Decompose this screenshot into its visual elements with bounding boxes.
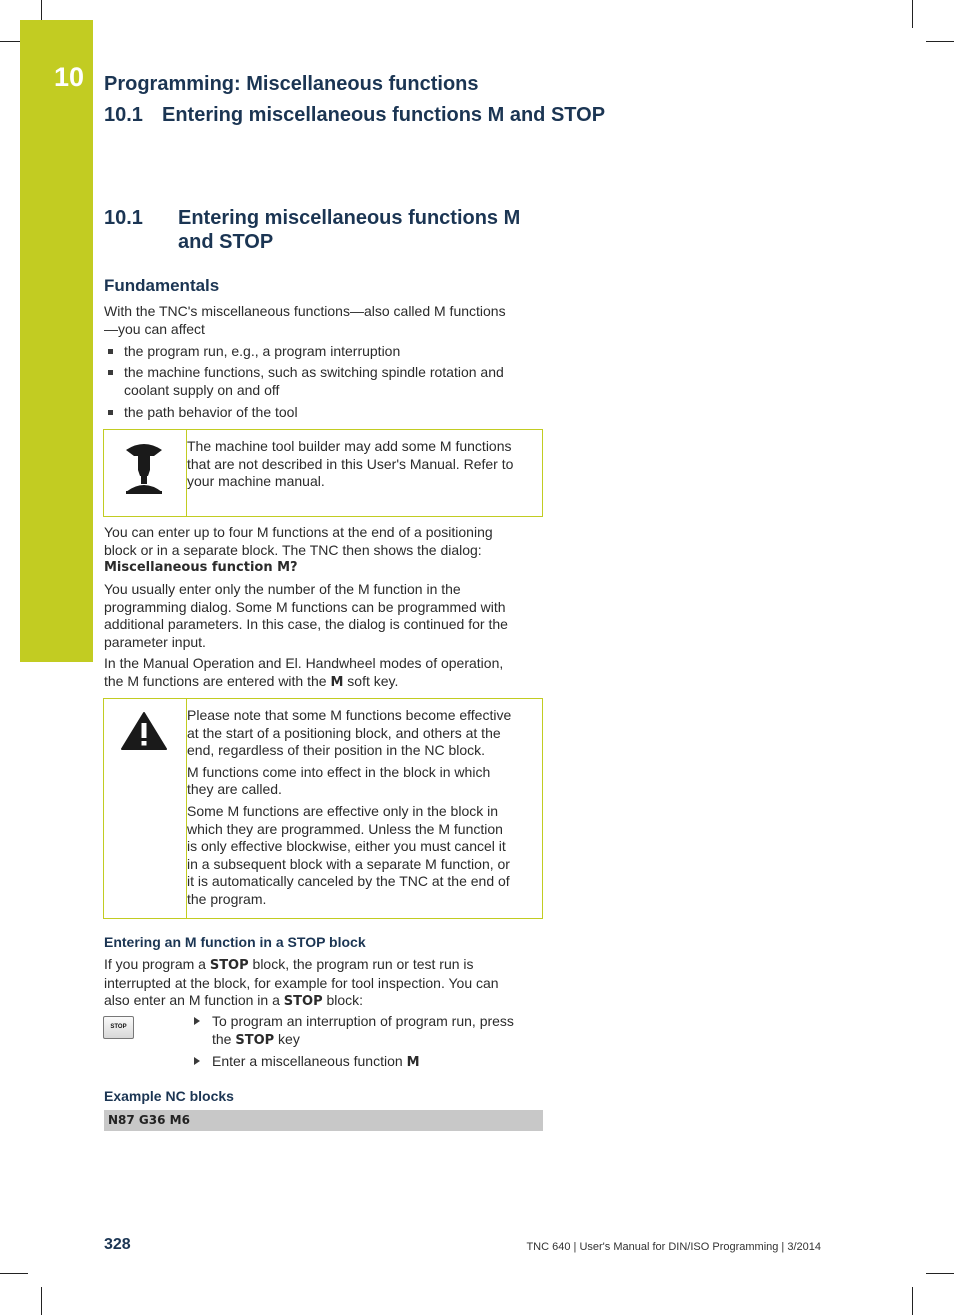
text-line — [104, 956, 544, 975]
step-arrow-icon — [194, 1057, 200, 1065]
text-line: interrupted at the block, for example for tool inspection. You can — [104, 974, 499, 991]
text-fragment: block: — [322, 992, 364, 1009]
text-line: You usually enter only the number of the M function in the — [104, 581, 461, 597]
crop-mark — [912, 1287, 913, 1315]
crop-mark — [41, 1287, 42, 1315]
crop-mark — [926, 41, 954, 42]
text-line: Some M functions are effective only in the block in — [187, 802, 499, 819]
paragraph-manual — [104, 655, 544, 691]
chapter-tab — [20, 20, 93, 662]
running-header-section-number: 10.1 — [104, 104, 143, 126]
text-line — [104, 673, 544, 692]
key-name: STOP — [209, 958, 249, 973]
warning-note-box — [103, 698, 543, 919]
bullet-text: the path behavior of the tool — [124, 404, 298, 420]
text-fragment: key — [274, 1030, 300, 1047]
text-line: is only effective blockwise, either you must cancel it — [187, 838, 506, 855]
bullet-item — [104, 404, 544, 422]
nc-code-block: N87 G36 M6 — [104, 1110, 543, 1131]
crop-mark — [0, 41, 20, 42]
bullet-square-icon — [108, 349, 113, 354]
crop-mark — [912, 0, 913, 28]
text-fragment: block, the program run or test run is — [248, 956, 474, 972]
text-line: the program. — [187, 890, 267, 907]
text-line: additional parameters. In this case, the dialog is continued for the — [104, 616, 508, 633]
text-fragment: soft key. — [343, 672, 399, 689]
crop-mark — [0, 1273, 28, 1274]
subsection-heading: Fundamentals — [104, 276, 220, 295]
step-item — [192, 1013, 542, 1049]
bullet-item — [104, 343, 544, 361]
text-fragment: the — [212, 1030, 236, 1047]
page-number: 328 — [104, 1236, 131, 1253]
text-line: M functions come into effect in the block in which — [187, 763, 491, 780]
bullet-square-icon — [108, 370, 113, 375]
text-line: Please note that some M functions become effective — [187, 707, 512, 723]
text-line: With the TNC's miscellaneous functions—also called M functions — [104, 303, 506, 319]
step-text — [212, 1053, 542, 1072]
bullet-item — [104, 364, 544, 399]
text-line: You can enter up to four M functions at the end of a positioning — [104, 524, 493, 540]
text-line: programming dialog. Some M functions can be programmed with — [104, 598, 506, 615]
intro-paragraph — [104, 303, 544, 338]
bullet-text: coolant supply on and off — [124, 381, 280, 398]
text-line: parameter input. — [104, 633, 206, 650]
text-line: In the Manual Operation and El. Handwheel modes of operation, — [104, 655, 504, 671]
softkey-name: M — [330, 674, 344, 690]
footer-text: TNC 640 | User's Manual for DIN/ISO Programming | 3/2014 — [526, 1241, 821, 1253]
text-line: end, regardless of their position in the NC block. — [187, 742, 486, 759]
key-name: STOP — [283, 994, 323, 1010]
text-line: your machine manual. — [187, 473, 325, 490]
bullet-text: the program run, e.g., a program interruption — [124, 343, 401, 359]
step-text: To program an interruption of program run, press — [212, 1013, 514, 1029]
warning-icon — [120, 711, 168, 751]
key-name: M — [406, 1055, 420, 1070]
machine-note-box — [103, 429, 543, 517]
text-line: that are not described in this User's Manual. Refer to — [187, 455, 514, 472]
paragraph-stop — [104, 956, 544, 1011]
step-item — [192, 1053, 542, 1072]
step-arrow-icon — [194, 1017, 200, 1025]
dialog-text: Miscellaneous function M? — [104, 560, 298, 576]
stop-heading: Entering an M function in a STOP block — [104, 934, 366, 950]
note-text — [187, 707, 537, 909]
text-line: block or in a separate block. The TNC then shows the dialog: — [104, 541, 482, 558]
note-text — [187, 438, 537, 491]
stop-key-icon: STOP — [103, 1016, 134, 1039]
key-name: STOP — [235, 1032, 275, 1048]
text-fragment: Enter a miscellaneous function — [212, 1053, 407, 1069]
text-fragment: If you program a — [104, 956, 210, 972]
step-text — [212, 1031, 542, 1050]
crop-mark — [926, 1273, 954, 1274]
section-number: 10.1 — [104, 207, 143, 229]
section-title-line: Entering miscellaneous functions M — [178, 207, 521, 229]
running-header-section-title: Entering miscellaneous functions M and STOP — [162, 104, 606, 126]
text-fragment: also enter an M function in a — [104, 992, 284, 1009]
text-fragment: the M functions are entered with the — [104, 672, 331, 689]
running-header-section — [104, 104, 605, 127]
crop-mark — [41, 0, 42, 20]
running-header-chapter: Programming: Miscellaneous functions — [104, 73, 479, 95]
text-line: which they are programmed. Unless the M function — [187, 820, 503, 837]
text-line: at the start of a positioning block, and others at the — [187, 724, 501, 741]
text-line: it is automatically canceled by the TNC at the end of — [187, 873, 510, 890]
paragraph-enter — [104, 524, 544, 577]
section-title — [104, 206, 544, 254]
text-line — [104, 992, 544, 1011]
text-line: —you can affect — [104, 320, 205, 337]
machine-builder-icon — [120, 440, 168, 496]
text-line: The machine tool builder may add some M functions — [187, 438, 512, 454]
bullet-square-icon — [108, 410, 113, 415]
text-line: they are called. — [187, 781, 282, 798]
bullet-text: the machine functions, such as switching spindle rotation and — [124, 364, 504, 380]
section-title-line: and STOP — [178, 231, 274, 253]
chapter-number: 10 — [54, 62, 85, 92]
text-line: in a subsequent block with a separate M function, or — [187, 855, 510, 872]
example-heading: Example NC blocks — [104, 1088, 234, 1104]
paragraph-number — [104, 581, 544, 651]
